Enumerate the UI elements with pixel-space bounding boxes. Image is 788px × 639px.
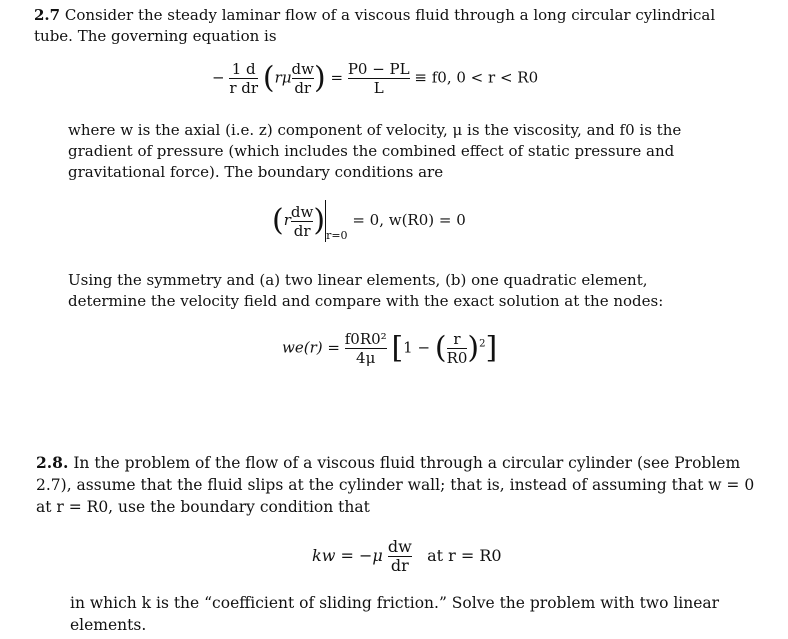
slip-boundary-condition: kw = −μ $\frac{dw}{dr}$ at r = R0 — [312, 537, 502, 575]
exact-solution: we(r) = $\frac{\text{f0R0²}}{4\mu}$ [1 − ( $\frac{r}{R0}$ )$^2$] — [282, 330, 498, 367]
problem-number: 2.8. — [36, 453, 69, 472]
problem-2-8-body: In the problem of the flow of a viscous fluid through a circular cylinder (see Problem 2.7), assume that the fluid slips at the cylinder wall; that is, instead of assuming that w = 0 at r = R0, use the boundary condition that — [36, 454, 755, 516]
intro-text: Consider the steady laminar flow of a viscous fluid through a long circular cylindrical tube. The governing equation is — [34, 6, 716, 45]
problem-2-7-intro — [34, 5, 724, 47]
using-paragraph: Using the symmetry and (a) two linear elements, (b) one quadratic element, determine the velocity field and compare with the exact solution at the nodes: — [68, 271, 664, 310]
problem-number: 2.7 — [34, 6, 61, 24]
problem-2-8-text — [36, 452, 758, 518]
where-paragraph: where w is the axial (i.e. z) component of velocity, μ is the viscosity, and f0 is the gradient of pressure (which includes the combined effect of static pressure and gravitational force). The boundary conditions are — [68, 121, 682, 181]
closing-paragraph: in which k is the “coefficient of sliding friction.” Solve the problem with two linear elements. — [70, 594, 720, 634]
governing-equation: − $\frac{1 d}{\text{r dr}}$ (rμ $\frac{dw}{dr}$ ) = $\frac{P0 - PL}{L}$ ≡ f0, 0 < r < R0 — [212, 60, 539, 97]
boundary-conditions: (r $\frac{dw}{dr}$ )$_{r=0} = 0$, w(R0) = 0 — [272, 200, 466, 242]
